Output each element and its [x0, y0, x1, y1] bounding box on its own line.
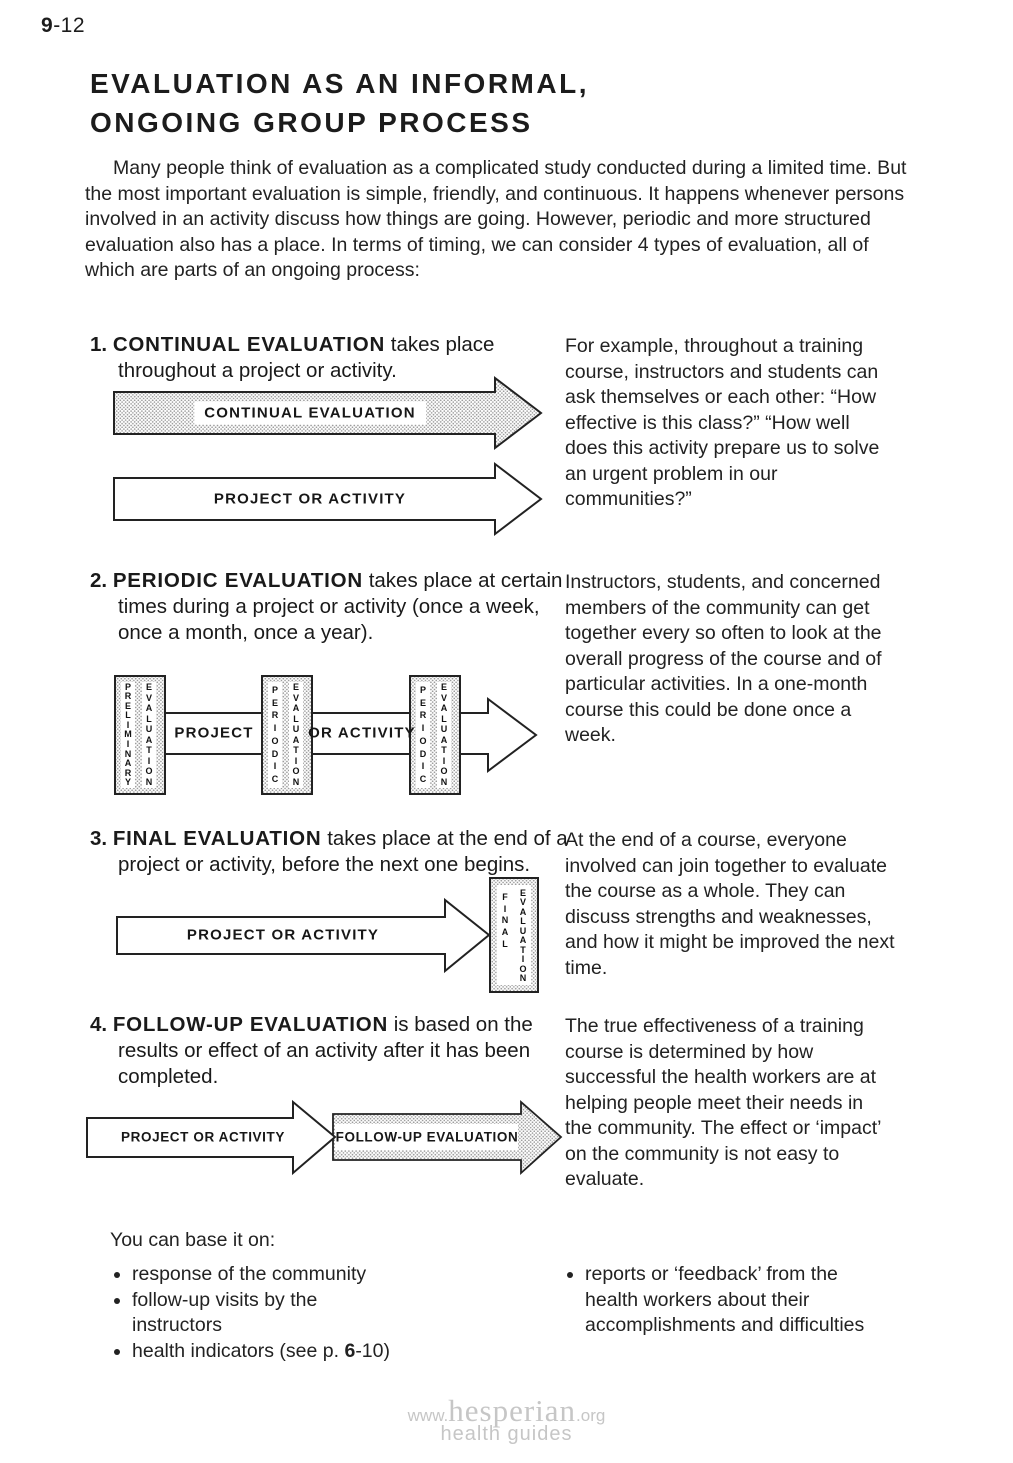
page-title [90, 64, 589, 142]
final-evaluation-diagram [115, 876, 545, 994]
follow-up-evaluation-arrow-label: FOLLOW-UP EVALUATION [335, 1129, 519, 1145]
list-item: • response of the community [132, 1262, 412, 1288]
list-item-page-ref: 6 [344, 1339, 356, 1362]
evaluation-vertical-label: E V A L U A T I O N [519, 887, 527, 984]
item-4-term: FOLLOW-UP EVALUATION [112, 1013, 389, 1036]
watermark-brand: hesperian [448, 1393, 577, 1428]
base-section-lead: You can base it on: [110, 1229, 276, 1251]
item-2-side-note: Instructors, students, and concerned members of the community can get together every so often to look at the overall progress of the course and of particular activities. In a one-month course this could be done once a week. [565, 571, 882, 746]
list-item-text: health indicators (see p. [132, 1339, 345, 1362]
evaluation-vertical-label-3: E V A L U A T I O N [437, 682, 451, 788]
periodic-evaluation-diagram [113, 674, 543, 799]
final-vertical-label: F I N A L [501, 891, 509, 950]
preliminary-vertical-label: P R E L I M I N A R Y [121, 682, 135, 788]
page-number [41, 14, 85, 38]
list-item-text: -10) [355, 1339, 390, 1362]
evaluation-vertical-label-2: E V A L U A T I O N [289, 682, 303, 788]
item-1-number: 1. [90, 333, 108, 356]
page-title-line1: EVALUATION AS AN INFORMAL, [90, 68, 589, 99]
item-3-term: FINAL EVALUATION [112, 827, 322, 850]
list-item: • follow-up visits by the instructors [132, 1288, 412, 1339]
page-number-rest: -12 [53, 14, 86, 37]
item-1-term: CONTINUAL EVALUATION [112, 333, 386, 356]
item-2-number: 2. [90, 569, 108, 592]
periodic-vertical-label-1: P E R I O D I C [268, 682, 282, 788]
item-2-desc: takes place at certain times during a project or activity (once a week, once a month, once a year). [118, 569, 563, 644]
page-number-chapter: 9 [41, 14, 54, 37]
item-2-term: PERIODIC EVALUATION [112, 569, 364, 592]
item-3-side-note: At the end of a course, everyone involved can join together to evaluate the course as a whole. They can discuss strengths and weaknesses, and how it might be improved the next time. [565, 829, 895, 979]
follow-up-evaluation-diagram [85, 1096, 565, 1180]
intro-paragraph: Many people think of evaluation as a complicated study conducted during a limited time. But the most important evaluation is simple, friendly, and continuous. It happens whenever persons involved in an activity discuss how things are going. However, periodic and more structured evaluation also has a place. In terms of timing, we can consider 4 types of evaluation, all of which are parts of an ongoing process: [85, 157, 907, 281]
continual-evaluation-arrow-label: CONTINUAL EVALUATION [194, 402, 426, 425]
watermark [0, 1393, 1013, 1446]
project-or-activity-arrow-label: PROJECT OR ACTIVITY [186, 926, 380, 944]
project-band-label-2: OR ACTIVITY [308, 724, 416, 742]
item-1-desc: takes place throughout a project or activity. [118, 333, 495, 382]
item-2-heading [90, 568, 570, 646]
periodic-vertical-label-2: P E R I O D I C [416, 682, 430, 788]
item-4-heading [90, 1012, 570, 1090]
item-3-heading [90, 826, 570, 878]
item-1-side-note: For example, throughout a training course, instructors and students can ask themselves or each other: “How effective is this class?” “How well does this activity prepare us to solve an urgent problem in our communities?” [565, 335, 880, 510]
page-title-line2: ONGOING GROUP PROCESS [90, 107, 533, 138]
item-4-desc: is based on the results or effect of an activity after it has been completed. [118, 1013, 533, 1088]
item-3-desc: takes place at the end of a project or activity, before the next one begins. [118, 827, 568, 876]
base-section-left-list [112, 1262, 412, 1364]
item-3-number: 3. [90, 827, 108, 850]
evaluation-vertical-label-1: E V A L U A T I O N [142, 682, 156, 788]
item-4-side-note: The true effectiveness of a training course is determined by how successful the health workers are at helping people meet their needs in the community. The effect or ‘impact’ on the community is not easy to evaluate. [565, 1015, 881, 1190]
item-4-number: 4. [90, 1013, 108, 1036]
base-section-right-list [565, 1262, 875, 1339]
continual-evaluation-diagram [112, 374, 544, 536]
project-or-activity-arrow-label: PROJECT OR ACTIVITY [213, 490, 407, 508]
project-or-activity-arrow-label: PROJECT OR ACTIVITY [121, 1129, 285, 1145]
watermark-org: .org [576, 1406, 606, 1425]
list-item [132, 1339, 412, 1365]
watermark-www: www. [407, 1406, 449, 1425]
project-band-label-1: PROJECT [174, 724, 254, 742]
watermark-tagline: health guides [440, 1423, 573, 1445]
list-item: • reports or ‘feedback’ from the health workers about their accomplishments and difficulties [585, 1262, 875, 1339]
